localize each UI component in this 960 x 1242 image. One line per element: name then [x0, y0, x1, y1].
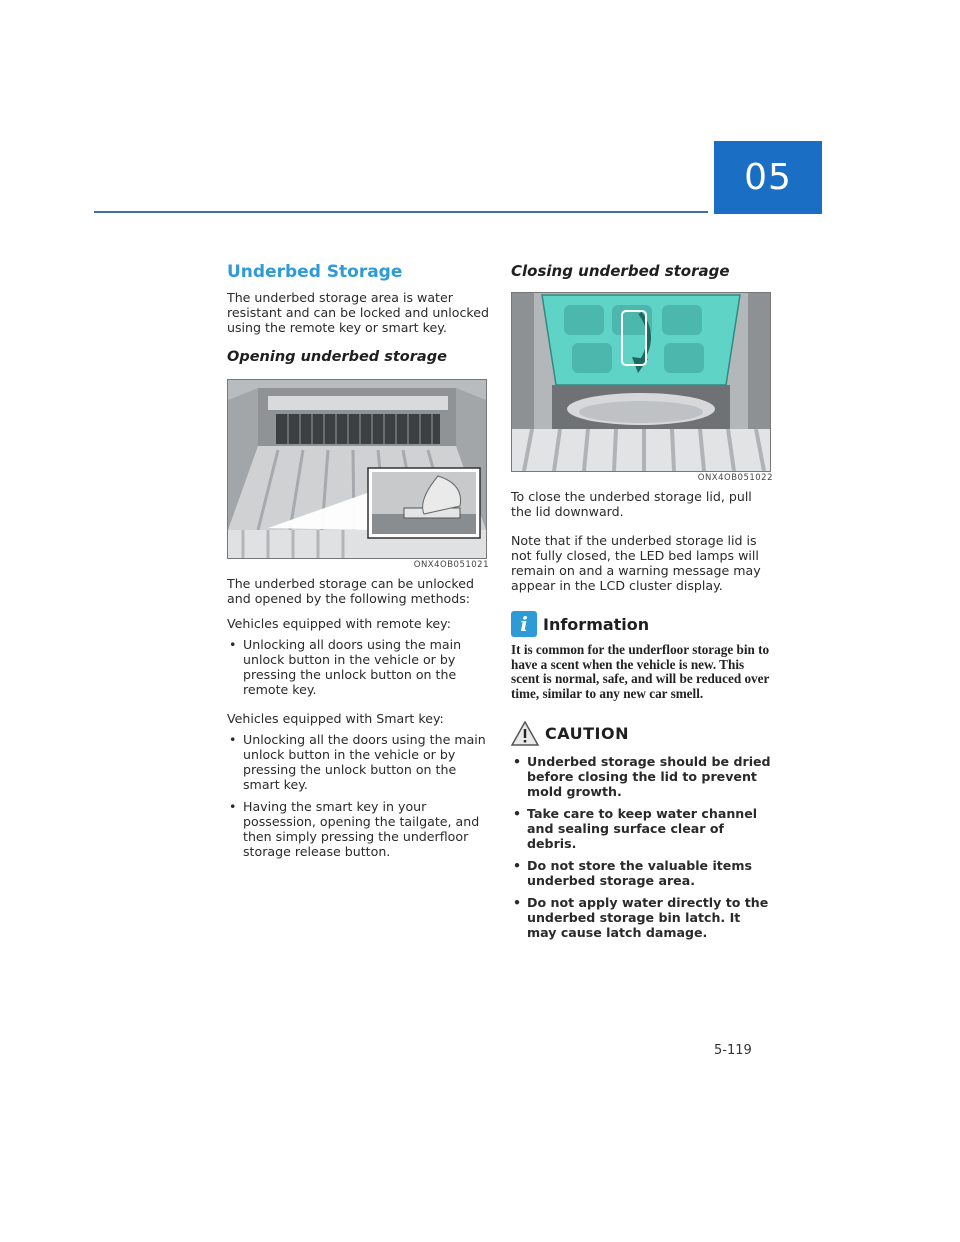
opening-heading: Opening underbed storage — [227, 349, 447, 365]
closing-figure — [511, 292, 771, 472]
right-column — [511, 262, 773, 950]
truck-bed-closing-illustration — [512, 293, 770, 471]
section-title: Underbed Storage — [227, 262, 403, 282]
left-column — [227, 262, 489, 869]
closing-heading: Closing underbed storage — [511, 262, 730, 280]
note-paragraph: Note that if the underbed storage lid is not fully closed, the LED bed lamps will remain on and a warning message may appear in the LCD cluster display. — [511, 533, 761, 593]
info-icon: i — [511, 611, 537, 637]
chapter-number: 05 — [744, 157, 792, 198]
methods-intro: The underbed storage can be unlocked and opened by the following methods: — [227, 576, 474, 606]
remote-key-list — [227, 637, 489, 697]
information-heading — [511, 611, 773, 637]
list-item: • Unlocking all doors using the main unlock button in the vehicle or by pressing the unlock button on the remote key. — [227, 637, 489, 697]
list-item: • Having the smart key in your possession, opening the tailgate, and then simply pressing the underfloor storage release button. — [227, 799, 489, 859]
intro-paragraph: The underbed storage area is water resistant and can be locked and unlocked using the remote key or smart key. — [227, 290, 490, 335]
remote-key-label: Vehicles equipped with remote key: — [227, 616, 451, 631]
information-body: It is common for the underfloor storage bin to have a scent when the vehicle is new. This scent is normal, safe, and will be reduced over time, similar to any new car smell. — [511, 642, 770, 701]
figure-code-2: ONX4OB051022 — [697, 473, 773, 483]
caution-title: CAUTION — [545, 724, 629, 743]
list-item: • Take care to keep water channel and sealing surface clear of debris. — [511, 806, 773, 851]
smart-key-list — [227, 732, 489, 859]
information-title: Information — [543, 614, 650, 634]
smart-key-label: Vehicles equipped with Smart key: — [227, 711, 444, 726]
truck-bed-open-illustration — [228, 380, 486, 558]
list-item: • Unlocking all the doors using the main unlock button in the vehicle or by pressing the unlock button on the smart key. — [227, 732, 489, 792]
list-item: • Underbed storage should be dried before closing the lid to prevent mold growth. — [511, 754, 773, 799]
chapter-tab — [714, 141, 822, 214]
close-instruction: To close the underbed storage lid, pull the lid downward. — [511, 489, 752, 519]
figure-code-1: ONX4OB051021 — [413, 560, 489, 570]
warning-triangle-icon — [511, 721, 539, 746]
caution-list — [511, 754, 773, 940]
page-number: 5-119 — [714, 1043, 752, 1058]
list-item: • Do not apply water directly to the underbed storage bin latch. It may cause latch damage. — [511, 895, 773, 940]
header-rule — [94, 211, 708, 213]
list-item: • Do not store the valuable items underbed storage area. — [511, 858, 773, 888]
opening-figure — [227, 379, 487, 559]
caution-heading — [511, 721, 773, 746]
